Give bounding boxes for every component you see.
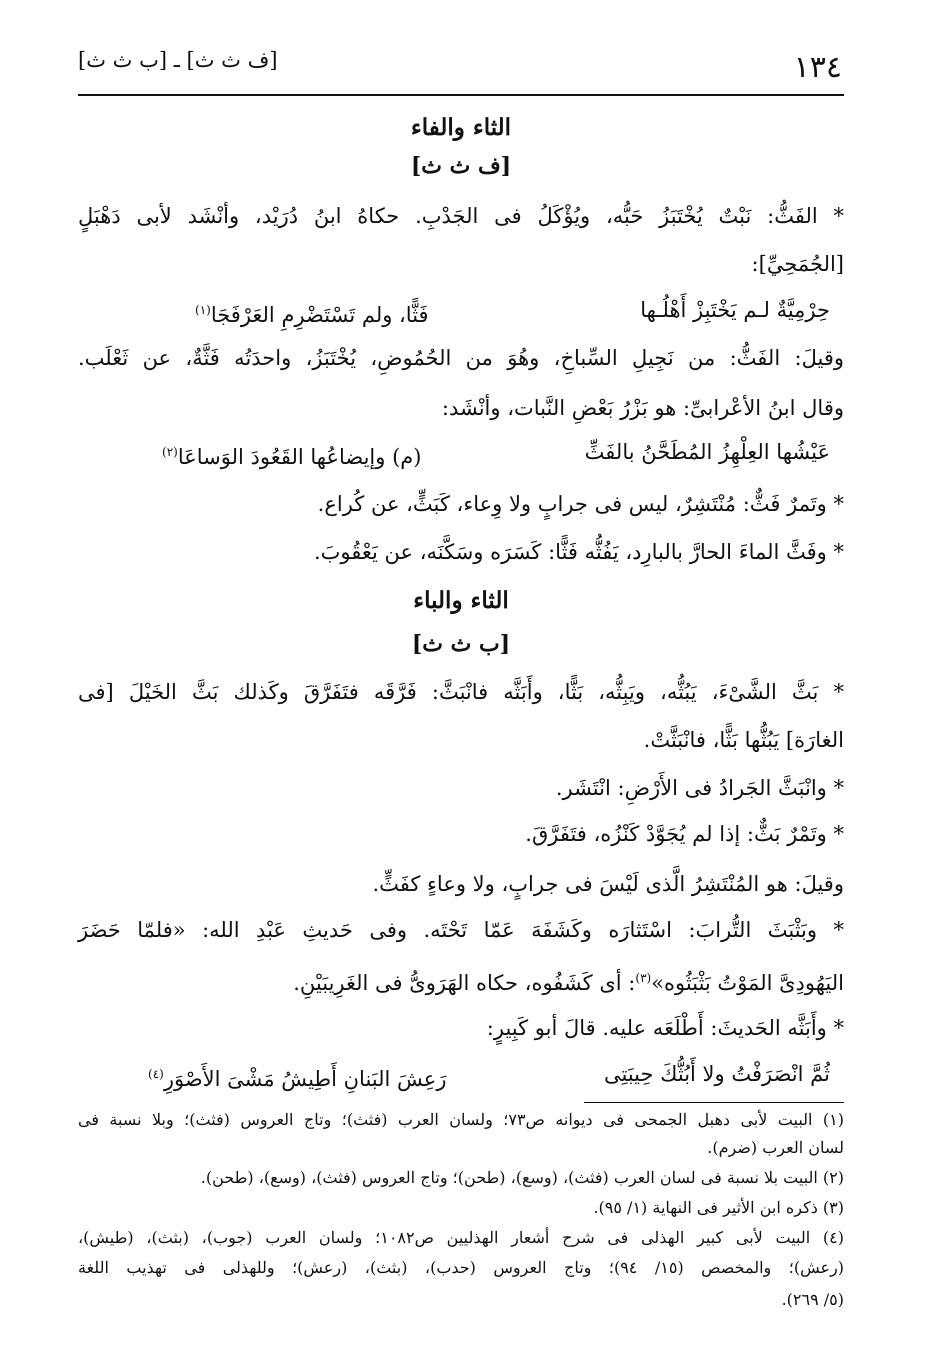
header-rule (78, 94, 844, 96)
entry-line: وقيلَ: هو المُنْتَشِرُ الَّذى لَيْسَ فى جرابٍ، ولا وعاءٍ كفَثٍّ. (372, 872, 844, 896)
entry-line: الغارَة] يَبُثُّها بَثًّا، فانْبَثَّتْ. (643, 728, 844, 752)
footnote-line: (٤) البيت لأبى كبير الهذلى فى شرح أشعار الهذليين ص١٠٨٢؛ ولسان العرب (جوب)، (بثث)، (طيش)، (78, 1228, 845, 1247)
entry-line: * بَثَّ الشَّىْءَ، يَبُثُّه، ويَبِثُّه، بَثًّا، وأَبَثَّه فانْبَثَّ: فَرَّقَه فتَفَرَّقَ وكَذلك بَثَّ الخَيْلَ [فى (78, 680, 844, 704)
verse-hemistich-left: فَثًّا، ولم تَسْتَضْرِمِ العَرْفَجَا$^{(١)}$ (195, 303, 429, 327)
footnote-separator (584, 1102, 844, 1103)
section-title-tha-fa: الثاء والفاء (410, 114, 512, 141)
entry-line: * وتَمْرٌ بَثٌّ: إذا لم يُجَوَّدْ كَنْزُه، فتَفَرَّقَ. (525, 822, 844, 846)
entry-line: * وأَبَثَّه الحَديثَ: أَطْلَعَه عليه. قالَ أبو كَبِيرٍ: (486, 1016, 844, 1040)
section-title-tha-ba: الثاء والباء (413, 587, 509, 614)
footnote-ref: (١) (195, 303, 211, 317)
page-number: ١٣٤ (793, 50, 842, 85)
verse-hemistich-left: رَعِشَ البَنانِ أَطِيشُ مَشْىَ الأَصْوَرِ$^{(٤)}$ (148, 1067, 447, 1091)
entry-line: اليَهُودِىَّ المَوْتُ بَثْبَثُوه»$^{(٣)}$: أى كَشَفُوه، حكاه الهَرَوىُّ فى الغَرِيبَيْنِ. (293, 971, 844, 995)
footnote-ref: (٢) (162, 445, 178, 459)
verse-hemistich-right: عَيْشُها العِلْهِزُ المُطَحَّنُ بالفَثِّ (584, 440, 830, 464)
entry-line: * وفَثَّ الماءَ الحارَّ بالبارِد، يَفُثُّه فَثًّا: كَسَرَه وسَكَّنَه، عن يَعْقُوبَ. (313, 540, 844, 564)
entry-line: * وانْبَثَّ الجَرادُ فى الأَرْضِ: انْتَشَر. (555, 776, 844, 800)
footnote-ref: (٤) (148, 1067, 164, 1081)
entry-line: [الجُمَحِيِّ]: (751, 252, 844, 276)
entry-line: وقيلَ: الفَثُّ: من نَجِيلِ السِّباخِ، وهُوَ من الحُمُوضِ، يُخْتَبَزُ، واحدَتُه فَثَّةٌ، عن ثَعْلَب. (78, 346, 844, 370)
footnote-line: (١) البيت لأبى دهبل الجمحى فى ديوانه ص٧٣؛ ولسان العرب (فثث)؛ وتاج العروس (فثث)؛ وبلا نسبة فى (78, 1110, 845, 1129)
footnote-line: (٢) البيت بلا نسبة فى لسان العرب (فثث)، (وسع)، (طحن)؛ وتاج العروس (فثث)، (وسع)، (طحن). (200, 1168, 844, 1187)
verse-hemistich-right: ثُمَّ انْصَرَفْتُ ولا أَبُثُّكَ حِيبَتِى (604, 1062, 830, 1086)
footnote-line: (٥/ ٢٦٩). (781, 1290, 844, 1309)
entry-line: * وتَمرٌ فَثٌّ: مُنْتَشِرٌ، ليس فى جرابٍ ولا وِعاء، كَبَثٍّ، عن كُراع. (317, 492, 844, 516)
root-heading-fth: [ف ث ث] (410, 153, 512, 179)
entry-line: * الفَثُّ: نَبْتٌ يُخْتَبَزُ حَبُّه، ويُؤْكَلُ فى الجَدْبِ. حكاهُ ابنُ دُرَيْد، وأنْشَد لأبى دَهْبَلٍ (78, 204, 844, 228)
entry-line: * وبَثْبَثَ التُّرابَ: اسْتَثارَه وكَشَفَهَ عَمّا تَحْتَه. وفى حَديثِ عَبْدِ الله: «فلمّا حَضَرَ (78, 918, 844, 942)
footnote-line: (رعش)؛ والمخصص (١٥/ ٩٤)؛ وتاج العروس (حدب)، (بثث)، (رعش)؛ وللهذلى فى تهذيب اللغة (78, 1258, 844, 1277)
footnote-line: (٣) ذكره ابن الأثير فى النهاية (١/ ٩٥). (593, 1198, 844, 1217)
running-title: [ف ث ث] ـ [ب ث ث] (78, 48, 278, 72)
verse-hemistich-right: حِرْمِيَّةٌ لـم يَخْتَبِزْ أَهْلُـها (640, 298, 830, 322)
verse-hemistich-left: (م) وإيضاعُها القَعُودَ الوَساعَا$^{(٢)}$ (162, 445, 422, 469)
root-heading-bth: [ب ث ث] (411, 631, 511, 657)
entry-line: وقال ابنُ الأعْرابىِّ: هو بَزْرُ بَعْضِ النَّبات، وأنْشَد: (441, 396, 844, 420)
footnote-ref: (٣) (635, 971, 652, 985)
footnote-line: لسان العرب (ضرم). (707, 1138, 844, 1157)
